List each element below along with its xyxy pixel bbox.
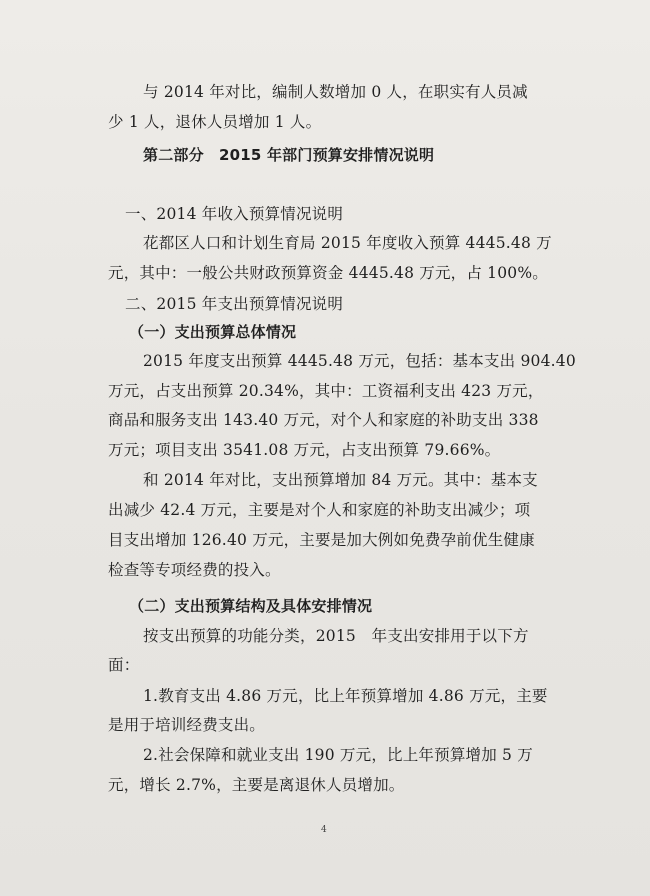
subsection-heading: （二）支出预算结构及具体安排情况 xyxy=(129,597,373,615)
paragraph-line: 是用于培训经费支出。 xyxy=(108,716,266,734)
subsection-heading: 二、2015 年支出预算情况说明 xyxy=(125,295,344,313)
paragraph-line: 2015 年度支出预算 4445.48 万元，包括：基本支出 904.40 xyxy=(143,352,576,370)
paragraph-line: 万元；项目支出 3541.08 万元，占支出预算 79.66%。 xyxy=(108,441,501,459)
paragraph-line: 检查等专项经费的投入。 xyxy=(108,561,281,579)
paragraph-line: 2.社会保障和就业支出 190 万元，比上年预算增加 5 万 xyxy=(143,746,533,764)
paragraph-line: 面： xyxy=(108,656,140,674)
subsection-heading: 一、2014 年收入预算情况说明 xyxy=(125,205,344,223)
paragraph-line: 与 2014 年对比，编制人数增加 0 人，在职实有人员减 xyxy=(143,83,528,101)
paragraph-line: 少 1 人，退休人员增加 1 人。 xyxy=(108,113,322,131)
paragraph-line: 元，增长 2.7%，主要是离退休人员增加。 xyxy=(108,776,405,794)
subsection-heading: （一）支出预算总体情况 xyxy=(129,323,297,341)
paragraph-line: 和 2014 年对比，支出预算增加 84 万元。其中：基本支 xyxy=(143,471,538,489)
paragraph-line: 商品和服务支出 143.40 万元，对个人和家庭的补助支出 338 xyxy=(108,411,539,429)
page-number: 4 xyxy=(321,825,327,835)
section-heading: 第二部分 2015 年部门预算安排情况说明 xyxy=(143,146,435,164)
paragraph-line: 1.教育支出 4.86 万元，比上年预算增加 4.86 万元，主要 xyxy=(143,687,548,705)
paragraph-line: 目支出增加 126.40 万元，主要是加大例如免费孕前优生健康 xyxy=(108,531,535,549)
paragraph-line: 万元，占支出预算 20.34%，其中：工资福利支出 423 万元， xyxy=(108,382,544,400)
paragraph-line: 花都区人口和计划生育局 2015 年度收入预算 4445.48 万 xyxy=(143,234,552,252)
paragraph-line: 按支出预算的功能分类，2015 年支出安排用于以下方 xyxy=(143,627,529,645)
paragraph-line: 元，其中：一般公共财政预算资金 4445.48 万元，占 100%。 xyxy=(108,264,548,282)
paragraph-line: 出减少 42.4 万元，主要是对个人和家庭的补助支出减少；项 xyxy=(108,501,531,519)
